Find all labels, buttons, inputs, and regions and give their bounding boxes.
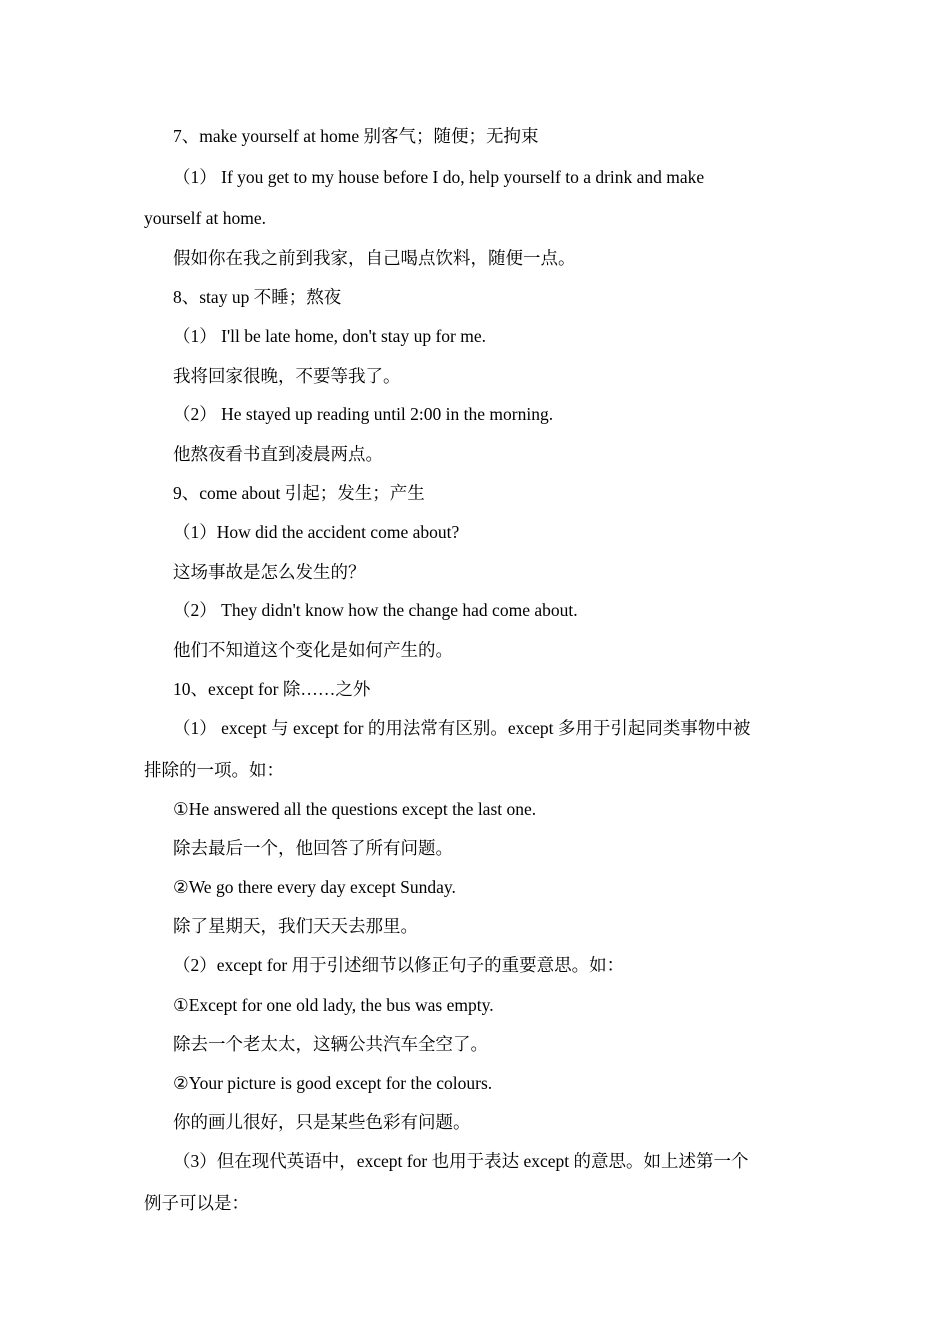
translation: 他熬夜看书直到凌晨两点。 [173, 444, 383, 464]
section-heading-7: 7、make yourself at home 别客气；随便；无拘束 [173, 126, 539, 146]
usage-note: （3）但在现代英语中，except for 也用于表达 except 的意思。如上述第一个 [173, 1151, 749, 1171]
translation: 除去一个老太太，这辆公共汽车全空了。 [173, 1034, 488, 1054]
example-sentence: （1）How did the accident come about? [173, 522, 460, 542]
example-sentence: （2） They didn't know how the change had come about. [173, 600, 578, 620]
translation: 我将回家很晚，不要等我了。 [173, 366, 401, 386]
translation: 他们不知道这个变化是如何产生的。 [173, 640, 453, 660]
usage-note: （2）except for 用于引述细节以修正句子的重要意思。如： [173, 955, 625, 975]
example-sentence: （1） If you get to my house before I do, help yourself to a drink and make [173, 167, 705, 187]
translation: 除去最后一个，他回答了所有问题。 [173, 838, 453, 858]
example-sentence-cont: yourself at home. [144, 208, 266, 228]
section-heading-10: 10、except for 除……之外 [173, 679, 371, 699]
section-heading-9: 9、come about 引起；发生；产生 [173, 483, 425, 503]
translation: 你的画儿很好，只是某些色彩有问题。 [173, 1112, 471, 1132]
usage-note-cont: 例子可以是： [144, 1193, 249, 1213]
translation: 除了星期天，我们天天去那里。 [173, 916, 418, 936]
example-sentence: （1） I'll be late home, don't stay up for me. [173, 326, 486, 346]
example-sentence: ①He answered all the questions except the last one. [173, 799, 537, 819]
translation: 这场事故是怎么发生的？ [173, 562, 366, 582]
section-heading-8: 8、stay up 不睡；熬夜 [173, 287, 342, 307]
usage-note-cont: 排除的一项。如： [144, 760, 284, 780]
example-sentence: ①Except for one old lady, the bus was empty. [173, 995, 494, 1015]
example-sentence: ②We go there every day except Sunday. [173, 877, 456, 897]
example-sentence: ②Your picture is good except for the colours. [173, 1073, 493, 1093]
translation: 假如你在我之前到我家，自己喝点饮料，随便一点。 [173, 248, 576, 268]
usage-note: （1） except 与 except for 的用法常有区别。except 多用于引起同类事物中被 [173, 718, 751, 738]
example-sentence: （2） He stayed up reading until 2:00 in the morning. [173, 404, 554, 424]
